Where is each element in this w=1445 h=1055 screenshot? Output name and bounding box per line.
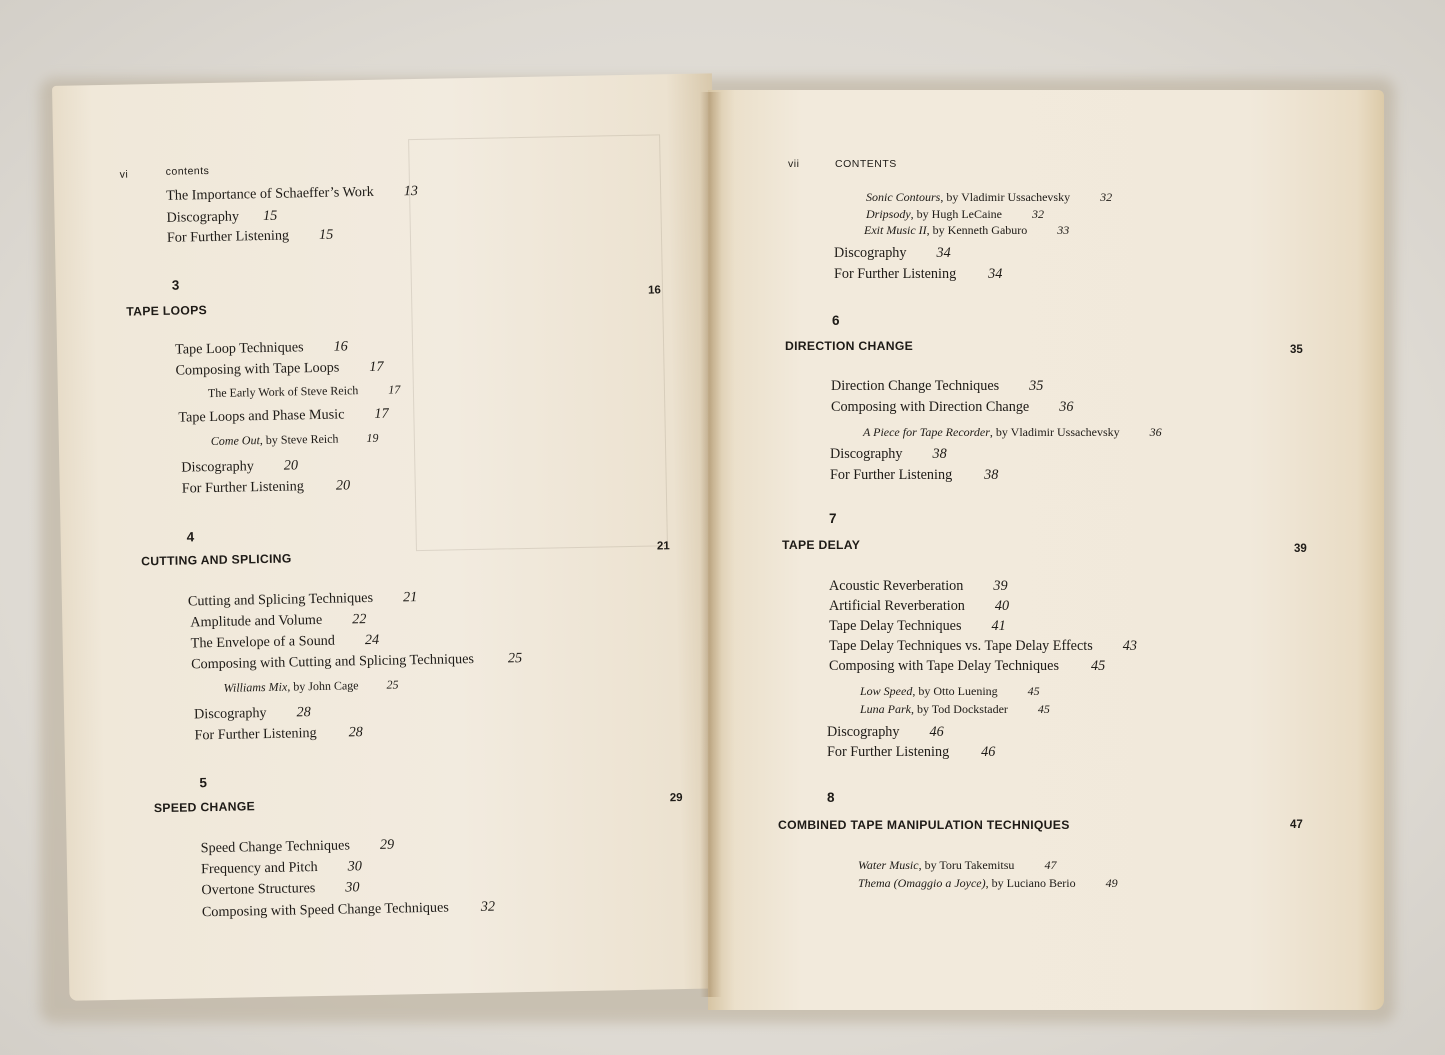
- toc-subentry: Water Music, by Toru Takemitsu 47: [858, 858, 1057, 872]
- toc-subentry: Sonic Contours, by Vladimir Ussachevsky 32: [866, 190, 1113, 204]
- toc-subentry: A Piece for Tape Recorder, by Vladimir Ussachevsky 36: [863, 425, 1162, 439]
- toc-entry: Composing with Tape Delay Techniques 45: [829, 658, 1106, 674]
- toc-entry: Discography 15: [166, 207, 278, 226]
- toc-entry: Discography 38: [830, 446, 947, 462]
- toc-entry: Composing with Direction Change 36: [831, 399, 1074, 415]
- toc-entry: Artificial Reverberation 40: [829, 598, 1010, 614]
- chapter-title: CUTTING AND SPLICING: [141, 551, 292, 569]
- toc-entry: The Envelope of a Sound 24: [190, 631, 380, 652]
- right-page: [708, 90, 1384, 1010]
- left-folio: vi: [119, 168, 129, 181]
- toc-subentry: Low Speed, by Otto Luening 45: [860, 684, 1040, 698]
- chapter-title: COMBINED TAPE MANIPULATION TECHNIQUES: [778, 818, 1070, 832]
- toc-entry: Overtone Structures 30: [201, 879, 360, 899]
- toc-entry: For Further Listening 34: [834, 266, 1003, 282]
- chapter-number: 7: [829, 511, 837, 526]
- chapter-page: 29: [669, 792, 683, 805]
- book-gutter: [700, 92, 722, 997]
- chapter-title: TAPE DELAY: [782, 538, 861, 552]
- chapter-number: 5: [199, 775, 208, 791]
- chapter-page: 16: [647, 284, 661, 297]
- toc-entry: The Importance of Schaeffer’s Work 13: [165, 182, 419, 204]
- toc-entry: For Further Listening 20: [181, 477, 351, 497]
- show-through-box: [408, 134, 668, 551]
- toc-entry: Cutting and Splicing Techniques 21: [187, 589, 418, 610]
- chapter-title: TAPE LOOPS: [126, 303, 208, 319]
- toc-entry: Tape Delay Techniques vs. Tape Delay Effects 43: [829, 638, 1137, 654]
- chapter-page: 21: [656, 540, 670, 553]
- right-folio: vii: [788, 158, 800, 170]
- toc-entry: Discography 46: [827, 724, 944, 740]
- chapter-title: SPEED CHANGE: [153, 799, 256, 816]
- toc-entry: Discography 20: [181, 457, 299, 476]
- right-running-head: CONTENTS: [835, 158, 897, 170]
- toc-entry: For Further Listening 28: [194, 724, 363, 744]
- chapter-page: 39: [1294, 543, 1307, 555]
- chapter-page: 47: [1290, 819, 1303, 831]
- toc-entry: Composing with Tape Loops 17: [175, 358, 384, 379]
- chapter-number: 3: [171, 277, 180, 293]
- toc-entry: Direction Change Techniques 35: [831, 378, 1044, 394]
- left-page: [52, 73, 729, 1001]
- toc-entry: Composing with Speed Change Techniques 32: [201, 898, 496, 921]
- toc-entry: Composing with Cutting and Splicing Techniques 25: [190, 650, 523, 673]
- toc-entry: For Further Listening 46: [827, 744, 996, 760]
- chapter-number: 6: [832, 313, 840, 328]
- toc-subentry: The Early Work of Steve Reich 17: [207, 382, 401, 401]
- toc-entry: Tape Loops and Phase Music 17: [178, 405, 389, 426]
- toc-subentry: Come Out, by Steve Reich 19: [210, 430, 379, 449]
- toc-entry: Amplitude and Volume 22: [190, 611, 367, 631]
- toc-entry: Discography 28: [193, 704, 311, 723]
- toc-subentry: Dripsody, by Hugh LeCaine 32: [866, 207, 1044, 221]
- toc-subentry: Thema (Omaggio a Joyce), by Luciano Berio 49: [858, 876, 1118, 890]
- left-running-head: contents: [165, 164, 210, 178]
- chapter-number: 4: [186, 529, 195, 545]
- chapter-title: DIRECTION CHANGE: [785, 339, 914, 353]
- toc-entry: Acoustic Reverberation 39: [829, 578, 1008, 594]
- toc-entry: Speed Change Techniques 29: [200, 836, 395, 857]
- toc-entry: Tape Loop Techniques 16: [174, 338, 348, 358]
- toc-subentry: Williams Mix, by John Cage 25: [223, 677, 399, 695]
- toc-entry: For Further Listening 38: [830, 467, 999, 483]
- toc-subentry: Exit Music II, by Kenneth Gaburo 33: [864, 223, 1070, 237]
- toc-entry: Discography 34: [834, 245, 951, 261]
- chapter-number: 8: [827, 790, 835, 805]
- toc-entry: Tape Delay Techniques 41: [829, 618, 1006, 634]
- chapter-page: 35: [1290, 344, 1303, 356]
- toc-entry: For Further Listening 15: [166, 226, 334, 246]
- toc-subentry: Luna Park, by Tod Dockstader 45: [860, 702, 1050, 716]
- toc-entry: Frequency and Pitch 30: [200, 858, 363, 878]
